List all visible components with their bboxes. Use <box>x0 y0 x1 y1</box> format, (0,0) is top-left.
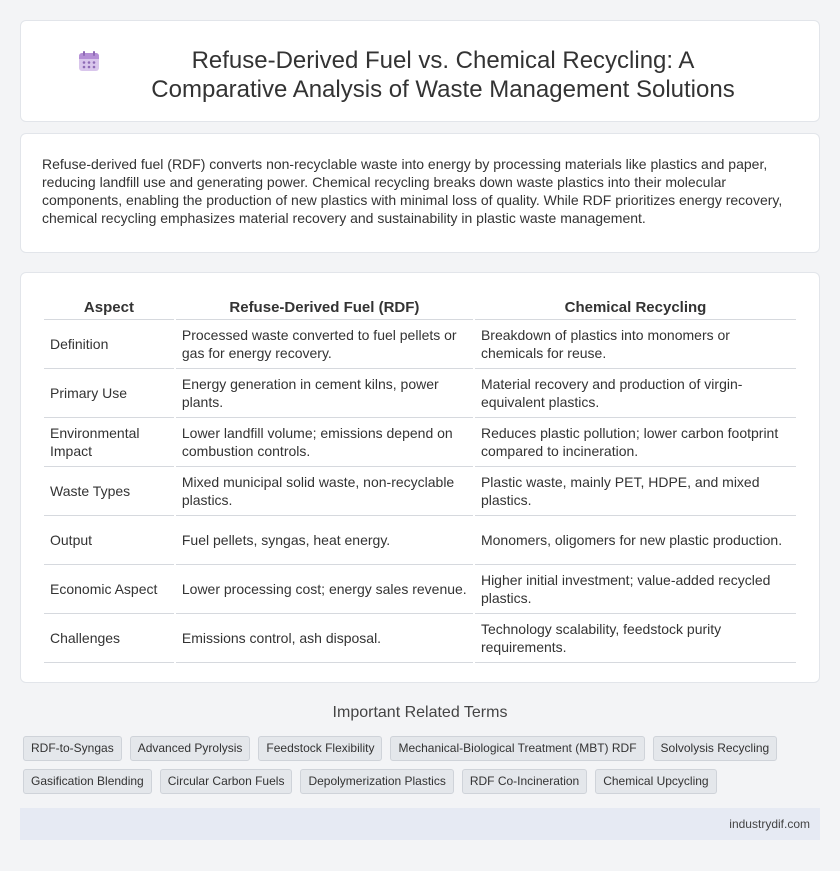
row-aspect: Definition <box>44 320 174 369</box>
row-rdf: Mixed municipal solid waste, non-recyclable plastics. <box>176 467 473 516</box>
table-header-row <box>44 298 796 320</box>
calendar-icon <box>77 49 101 73</box>
header-card <box>20 20 820 122</box>
row-rdf: Emissions control, ash disposal. <box>176 614 473 663</box>
intro-paragraph: Refuse-derived fuel (RDF) converts non-recyclable waste into energy by processing materials like plastics and paper, reducing landfill use and generating power. Chemical recycling breaks down waste plastics into their molecular components, enabling the production of new plastics with minimal loss of quality. While RDF prioritizes energy recovery, chemical recycling emphasizes material recovery and sustainability in plastic waste management. <box>42 156 783 226</box>
row-aspect: Challenges <box>44 614 174 663</box>
footer <box>20 808 820 840</box>
row-chemical: Breakdown of plastics into monomers or chemicals for reuse. <box>475 320 796 369</box>
related-term-tag[interactable]: RDF-to-Syngas <box>23 736 122 761</box>
row-rdf: Lower landfill volume; emissions depend on combustion controls. <box>176 418 473 467</box>
row-chemical: Material recovery and production of virgin-equivalent plastics. <box>475 369 796 418</box>
related-terms-title: Important Related Terms <box>332 704 508 721</box>
header-chemical: Chemical Recycling <box>475 298 796 320</box>
related-term-tag[interactable]: Solvolysis Recycling <box>653 736 778 761</box>
row-chemical: Reduces plastic pollution; lower carbon footprint compared to incineration. <box>475 418 796 467</box>
related-terms-list <box>23 736 803 794</box>
table-row <box>44 418 796 467</box>
header-aspect: Aspect <box>44 298 174 320</box>
table-row <box>44 516 796 565</box>
row-aspect: Waste Types <box>44 467 174 516</box>
related-term-tag[interactable]: Mechanical-Biological Treatment (MBT) RDF <box>390 736 644 761</box>
row-rdf: Energy generation in cement kilns, power plants. <box>176 369 473 418</box>
table-row <box>44 565 796 614</box>
row-chemical: Higher initial investment; value-added recycled plastics. <box>475 565 796 614</box>
table-row <box>44 369 796 418</box>
table-row <box>44 467 796 516</box>
comparison-table <box>42 298 798 663</box>
row-aspect: Economic Aspect <box>44 565 174 614</box>
related-term-tag[interactable]: RDF Co-Incineration <box>462 769 587 794</box>
related-term-tag[interactable]: Advanced Pyrolysis <box>130 736 251 761</box>
row-aspect: Primary Use <box>44 369 174 418</box>
related-term-tag[interactable]: Gasification Blending <box>23 769 152 794</box>
intro-card <box>20 133 820 253</box>
header-rdf: Refuse-Derived Fuel (RDF) <box>176 298 473 320</box>
row-chemical: Monomers, oligomers for new plastic production. <box>475 516 796 565</box>
row-rdf: Fuel pellets, syngas, heat energy. <box>176 516 473 565</box>
table-row <box>44 614 796 663</box>
footer-site[interactable]: industrydif.com <box>729 817 810 831</box>
related-term-tag[interactable]: Chemical Upcycling <box>595 769 716 794</box>
related-term-tag[interactable]: Feedstock Flexibility <box>258 736 382 761</box>
row-rdf: Processed waste converted to fuel pellets or gas for energy recovery. <box>176 320 473 369</box>
row-aspect: Output <box>44 516 174 565</box>
comparison-card <box>20 272 820 683</box>
table-row <box>44 320 796 369</box>
row-rdf: Lower processing cost; energy sales revenue. <box>176 565 473 614</box>
related-term-tag[interactable]: Depolymerization Plastics <box>300 769 453 794</box>
page-title: Refuse-Derived Fuel vs. Chemical Recycling: A Comparative Analysis of Waste Management Solutions <box>151 47 735 103</box>
row-chemical: Technology scalability, feedstock purity requirements. <box>475 614 796 663</box>
row-chemical: Plastic waste, mainly PET, HDPE, and mixed plastics. <box>475 467 796 516</box>
title-wrap <box>21 21 819 104</box>
related-term-tag[interactable]: Circular Carbon Fuels <box>160 769 293 794</box>
row-aspect: Environmental Impact <box>44 418 174 467</box>
